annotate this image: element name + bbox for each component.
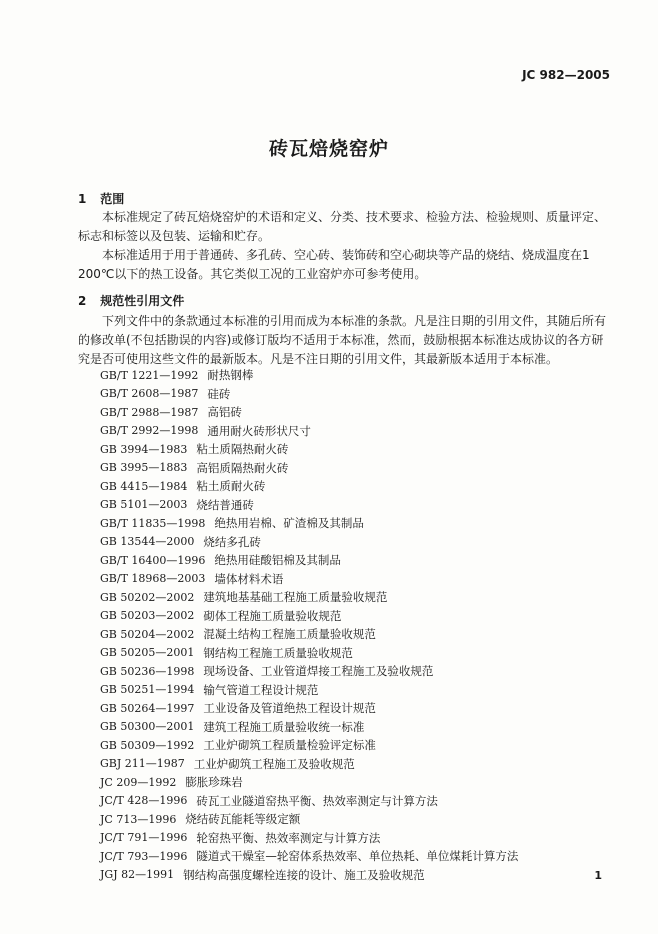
- reference-item: [100, 403, 518, 422]
- reference-code: JC 713—1996: [100, 812, 177, 826]
- reference-code: GB 3995—1883: [100, 461, 188, 475]
- reference-item: [100, 644, 518, 663]
- reference-code: GB 50251—1994: [100, 683, 195, 697]
- reference-title: 粘土质耐火砖: [196, 479, 266, 494]
- section-number: 2: [78, 294, 87, 308]
- reference-title: 高铝砖: [207, 405, 242, 420]
- reference-title: 轮窑热平衡、热效率测定与计算方法: [196, 830, 381, 845]
- scope-paragraph-1: 本标准规定了砖瓦焙烧窑炉的术语和定义、分类、技术要求、检验方法、检验规则、质量评定、标志和标签以及包装、运输和贮存。: [78, 210, 607, 243]
- reference-title: 钢结构高强度螺栓连接的设计、施工及验收规范: [183, 867, 425, 882]
- reference-item: [100, 422, 518, 441]
- reference-title: 膨胀珍珠岩: [185, 775, 243, 790]
- section-title: 范围: [100, 192, 125, 206]
- reference-title: 烧结多孔砖: [203, 534, 261, 549]
- reference-code: GB/T 16400—1996: [100, 553, 206, 567]
- reference-title: 绝热用岩棉、矿渣棉及其制品: [214, 516, 364, 531]
- scope-paragraph-2: 本标准适用于用于普通砖、多孔砖、空心砖、装饰砖和空心砌块等产品的烧结、烧成温度在1 200℃以下的热工设备。其它类似工况的工业窑炉亦可参考使用。: [78, 248, 590, 281]
- reference-item: [100, 681, 518, 700]
- reference-item: [100, 773, 518, 792]
- reference-title: 烧结砖瓦能耗等级定额: [185, 812, 301, 827]
- reference-item: [100, 459, 518, 478]
- references-intro: 下列文件中的条款通过本标准的引用而成为本标准的条款。凡是注日期的引用文件，其随后所有的修改单(不包括勘误的内容)或修订版均不适用于本标准，然而，鼓励根据本标准达成协议的各方研究是否可使用这些文件的最新版本。凡是不注日期的引用文件，其最新版本适用于本标准。: [78, 314, 607, 366]
- reference-item: [100, 755, 518, 774]
- section-2-heading: [78, 292, 184, 309]
- section-number: 1: [78, 192, 87, 206]
- reference-title: 混凝土结构工程施工质量验收规范: [203, 627, 376, 642]
- reference-title: 高铝质隔热耐火砖: [196, 460, 289, 475]
- reference-code: GB/T 11835—1998: [100, 516, 206, 530]
- reference-code: GB 50236—1998: [100, 664, 195, 678]
- reference-item: [100, 829, 518, 848]
- reference-item: [100, 792, 518, 811]
- reference-item: [100, 699, 518, 718]
- reference-code: GB/T 2992—1998: [100, 424, 199, 438]
- reference-item: [100, 607, 518, 626]
- reference-list: [100, 366, 518, 884]
- reference-code: GB/T 2608—1987: [100, 387, 199, 401]
- reference-code: GB 5101—2003: [100, 498, 188, 512]
- reference-code: GB 50203—2002: [100, 609, 195, 623]
- section-1-heading: [78, 190, 124, 207]
- reference-code: GB 4415—1984: [100, 479, 188, 493]
- reference-code: JC/T 428—1996: [100, 794, 188, 808]
- reference-title: 通用耐火砖形状尺寸: [207, 423, 311, 438]
- reference-item: [100, 533, 518, 552]
- reference-title: 绝热用硅酸铝棉及其制品: [214, 553, 341, 568]
- standard-code: JC 982—2005: [522, 68, 610, 82]
- reference-title: 砖瓦工业隧道窑热平衡、热效率测定与计算方法: [196, 793, 438, 808]
- reference-code: GB/T 18968—2003: [100, 572, 206, 586]
- reference-code: GB 50264—1997: [100, 701, 195, 715]
- reference-item: [100, 440, 518, 459]
- reference-title: 砌体工程施工质量验收规范: [203, 608, 342, 623]
- section-title: 规范性引用文件: [100, 294, 185, 308]
- reference-item: [100, 662, 518, 681]
- reference-title: 工业设备及管道绝热工程设计规范: [203, 701, 376, 716]
- reference-item: [100, 847, 518, 866]
- reference-code: GB 3994—1983: [100, 442, 188, 456]
- reference-item: [100, 385, 518, 404]
- reference-code: GB 50202—2002: [100, 590, 195, 604]
- reference-item: [100, 736, 518, 755]
- document-title: 砖瓦焙烧窑炉: [268, 138, 389, 160]
- reference-item: [100, 570, 518, 589]
- reference-title: 耐热钢棒: [207, 368, 254, 383]
- reference-title: 输气管道工程设计规范: [203, 682, 319, 697]
- reference-title: 建筑工程施工质量验收统一标准: [203, 719, 365, 734]
- reference-code: JC 209—1992: [100, 775, 177, 789]
- reference-item: [100, 588, 518, 607]
- reference-code: JC/T 793—1996: [100, 849, 188, 863]
- reference-item: [100, 514, 518, 533]
- reference-item: [100, 477, 518, 496]
- reference-title: 钢结构工程施工质量验收规范: [203, 645, 353, 660]
- reference-title: 现场设备、工业管道焊接工程施工及验收规范: [203, 664, 434, 679]
- reference-code: JGJ 82—1991: [100, 868, 175, 882]
- reference-code: GB 50300—2001: [100, 720, 195, 734]
- reference-code: GB/T 1221—1992: [100, 368, 199, 382]
- reference-code: JC/T 791—1996: [100, 831, 188, 845]
- reference-code: GB 50309—1992: [100, 738, 195, 752]
- reference-item: [100, 810, 518, 829]
- reference-item: [100, 366, 518, 385]
- page-number: 1: [594, 869, 602, 882]
- reference-item: [100, 625, 518, 644]
- reference-title: 粘土质隔热耐火砖: [196, 442, 289, 457]
- reference-item: [100, 496, 518, 515]
- reference-code: GB 13544—2000: [100, 535, 195, 549]
- reference-title: 烧结普通砖: [196, 497, 254, 512]
- reference-item: [100, 866, 518, 885]
- reference-code: GB/T 2988—1987: [100, 405, 199, 419]
- reference-item: [100, 551, 518, 570]
- reference-title: 工业炉砌筑工程质量检验评定标准: [203, 738, 376, 753]
- reference-title: 墙体材料术语: [214, 571, 284, 586]
- reference-title: 工业炉砌筑工程施工及验收规范: [193, 756, 355, 771]
- reference-item: [100, 718, 518, 737]
- reference-code: GBJ 211—1987: [100, 757, 185, 771]
- reference-code: GB 50205—2001: [100, 646, 195, 660]
- reference-title: 隧道式干燥室—轮窑体系热效率、单位热耗、单位煤耗计算方法: [196, 849, 519, 864]
- reference-title: 建筑地基基础工程施工质量验收规范: [203, 590, 388, 605]
- reference-title: 硅砖: [207, 386, 231, 401]
- reference-code: GB 50204—2002: [100, 627, 195, 641]
